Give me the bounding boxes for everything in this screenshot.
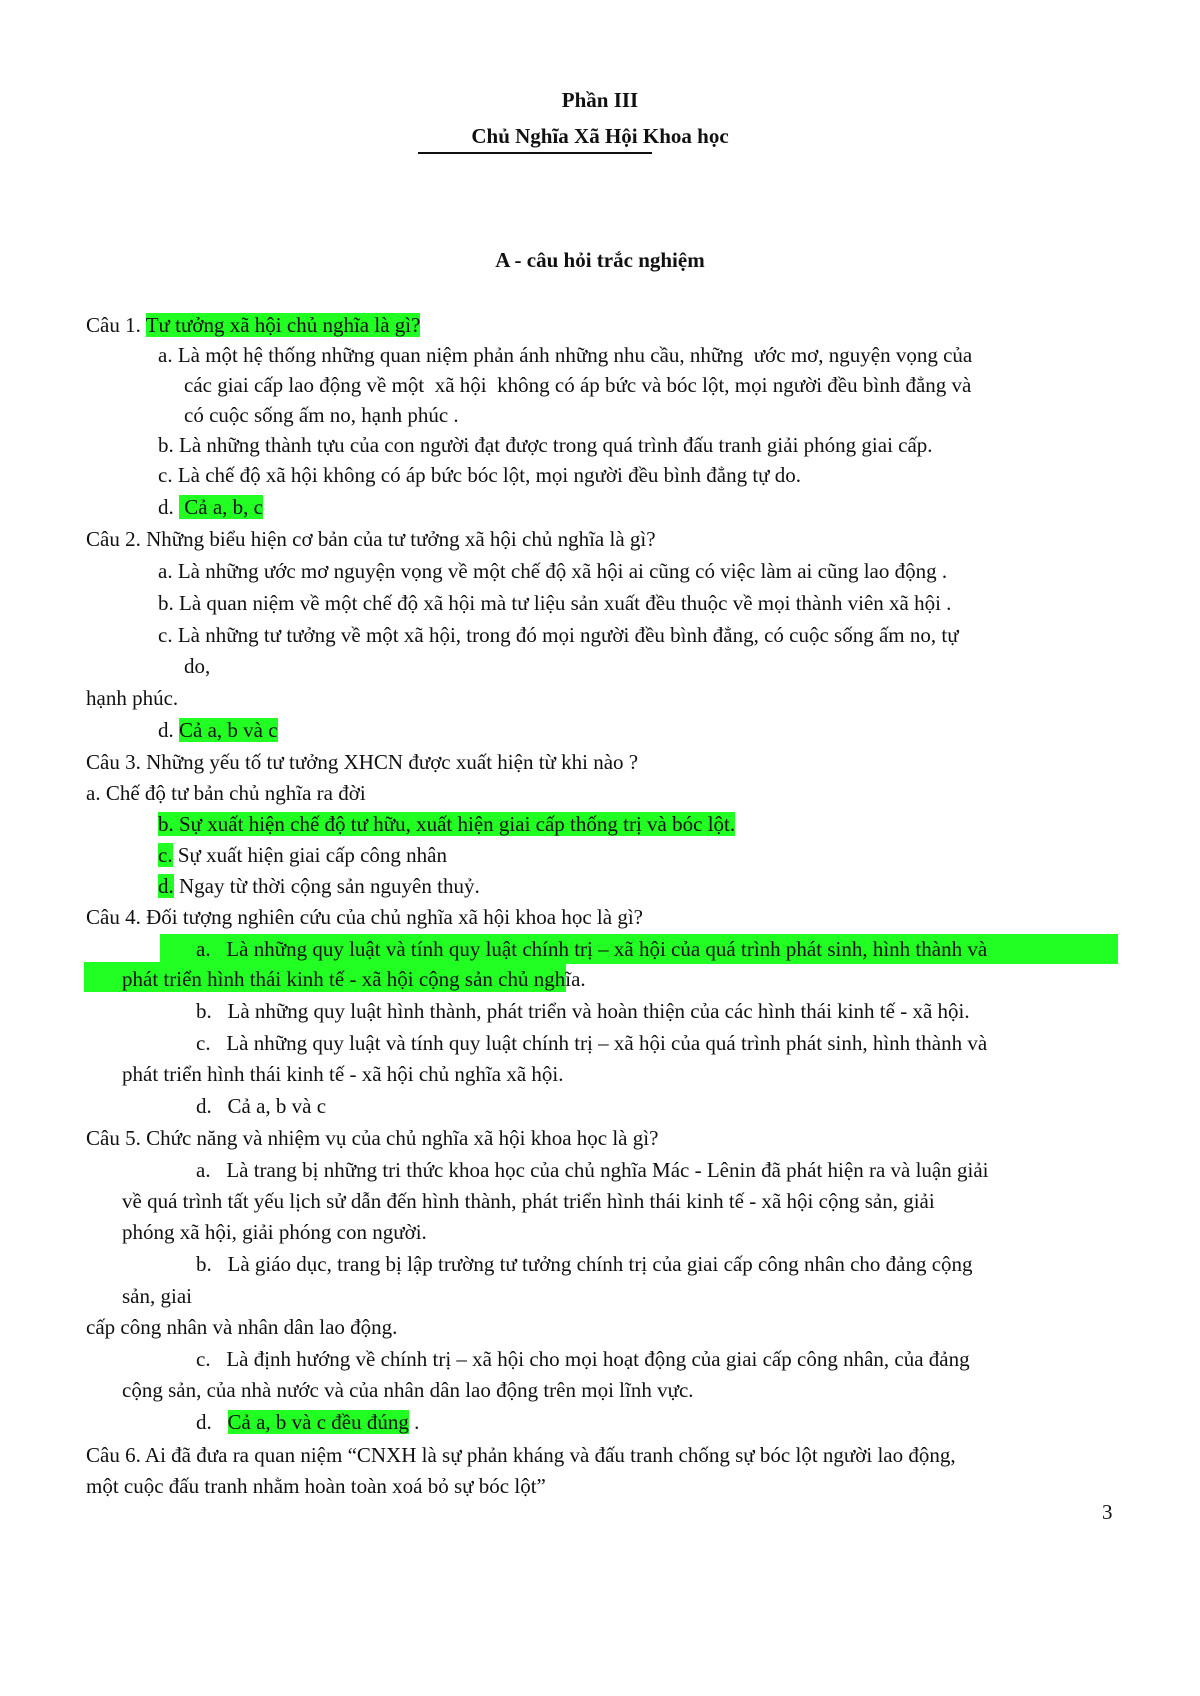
q4-option-a-line-2-rest: hủ nghĩa. bbox=[507, 967, 586, 991]
q4-option-c-line-1: c. Là những quy luật và tính quy luật chính trị – xã hội của quá trình phát sinh, hình thành và bbox=[196, 1031, 988, 1055]
q4-option-a-line-1: a. Là những quy luật và tính quy luật chính trị – xã hội của quá trình phát sinh, hình thành và bbox=[196, 937, 988, 961]
q1-option-a-line-2: các giai cấp lao động về một xã hội không có áp bức và bóc lột, mọi người đều bình đẳng và bbox=[184, 373, 972, 397]
q3-option-a: a. Chế độ tư bản chủ nghĩa ra đời bbox=[86, 781, 366, 805]
q4-option-b: b. Là những quy luật hình thành, phát triển và hoàn thiện của các hình thái kinh tế - xã hội. bbox=[196, 999, 970, 1023]
q3-option-c-text: Sự xuất hiện giai cấp công nhân bbox=[172, 843, 447, 867]
q4-option-a-line-2 bbox=[122, 964, 586, 994]
q5-option-a-line-2: về quá trình tất yếu lịch sử dẫn đến hình thành, phát triển hình thái kinh tế - xã hội cộng sản, giải bbox=[122, 1189, 935, 1213]
q5-option-d bbox=[196, 1407, 419, 1437]
question-4: Câu 4. Đối tượng nghiên cứu của chủ nghĩa xã hội khoa học là gì? bbox=[86, 905, 643, 929]
q1-option-d-answer: Cả a, b, c bbox=[179, 495, 263, 519]
q5-option-b-line-1: b. Là giáo dục, trang bị lập trường tư tưởng chính trị của giai cấp công nhân cho đảng cộng bbox=[196, 1252, 973, 1276]
question-1 bbox=[86, 310, 420, 340]
q1-option-a-line-1: a. Là một hệ thống những quan niệm phản ánh những nhu cầu, những ước mơ, nguyện vọng của bbox=[158, 343, 973, 367]
q2-option-d bbox=[158, 715, 278, 745]
part-heading: Phần III bbox=[561, 88, 639, 112]
q5-option-d-suffix: . bbox=[408, 1410, 420, 1434]
q1-option-d bbox=[158, 492, 263, 522]
q2-option-c-line-2: do, bbox=[184, 654, 211, 678]
q4-option-c-line-2: phát triển hình thái kinh tế - xã hội chủ nghĩa xã hội. bbox=[122, 1062, 564, 1086]
q3-option-b bbox=[158, 809, 735, 839]
q2-option-d-answer: Cả a, b và c bbox=[179, 718, 278, 742]
q3-option-d-text: Ngay từ thời cộng sản nguyên thuỷ. bbox=[173, 874, 480, 898]
question-1-prefix: Câu 1. bbox=[86, 313, 146, 337]
question-6-line-1: Câu 6. Ai đã đưa ra quan niệm “CNXH là sự phản kháng và đấu tranh chống sự bóc lột người lao động, bbox=[86, 1443, 956, 1467]
question-3: Câu 3. Những yếu tố tư tưởng XHCN được xuất hiện từ khi nào ? bbox=[86, 750, 639, 774]
section-title: A - câu hỏi trắc nghiệm bbox=[495, 248, 705, 272]
page-number: 3 bbox=[1102, 1500, 1113, 1524]
q4-option-a-line-2-highlighted: phát triển hình thái kinh tế - xã hội cộng sản c bbox=[122, 967, 508, 991]
q1-option-a-line-3: có cuộc sống ấm no, hạnh phúc . bbox=[184, 403, 459, 427]
q1-option-c: c. Là chế độ xã hội không có áp bức bóc lột, mọi người đều bình đẳng tự do. bbox=[158, 463, 802, 487]
q3-option-d-letter: d. bbox=[158, 874, 174, 898]
q5-option-b-line-2: sản, giai bbox=[122, 1284, 192, 1308]
q5-option-d-answer: Cả a, b và c đều đúng bbox=[227, 1410, 409, 1434]
question-6-line-2: một cuộc đấu tranh nhằm hoàn toàn xoá bỏ sự bóc lột” bbox=[86, 1474, 546, 1498]
q1-option-d-prefix: d. bbox=[158, 495, 179, 519]
q5-option-a-line-3: phóng xã hội, giải phóng con người. bbox=[122, 1220, 427, 1244]
q5-option-c-line-1: c. Là định hướng về chính trị – xã hội cho mọi hoạt động của giai cấp công nhân, của đảng bbox=[196, 1347, 970, 1371]
q5-option-d-prefix: d. bbox=[196, 1410, 228, 1434]
q3-option-c bbox=[158, 840, 447, 870]
question-1-text: Tư tưởng xã hội chủ nghĩa là gì? bbox=[145, 313, 421, 337]
q2-option-c-line-3: hạnh phúc. bbox=[86, 686, 179, 710]
q3-option-c-letter: c. bbox=[158, 843, 173, 867]
title-underline bbox=[418, 152, 652, 154]
q2-option-c-line-1: c. Là những tư tưởng về một xã hội, trong đó mọi người đều bình đẳng, có cuộc sống ấm no, tự bbox=[158, 623, 959, 647]
q2-option-a: a. Là những ước mơ nguyện vọng về một chế độ xã hội ai cũng có việc làm ai cũng lao động . bbox=[158, 559, 948, 583]
q2-option-b: b. Là quan niệm về một chế độ xã hội mà tư liệu sản xuất đều thuộc về mọi thành viên xã hội . bbox=[158, 591, 952, 615]
q3-option-b-answer: b. Sự xuất hiện chế độ tư hữu, xuất hiện giai cấp thống trị và bóc lột. bbox=[158, 812, 736, 836]
q5-option-c-line-2: cộng sản, của nhà nước và của nhân dân lao động trên mọi lĩnh vực. bbox=[122, 1378, 694, 1402]
chapter-title: Chủ Nghĩa Xã Hội Khoa học bbox=[471, 124, 729, 148]
q5-option-a-line-1: a. Là trang bị những tri thức khoa học của chủ nghĩa Mác - Lênin đã phát hiện ra và luận giải bbox=[196, 1158, 989, 1182]
q5-option-b-line-3: cấp công nhân và nhân dân lao động. bbox=[86, 1315, 398, 1339]
q4-option-d: d. Cả a, b và c bbox=[196, 1094, 327, 1118]
question-5: Câu 5. Chức năng và nhiệm vụ của chủ nghĩa xã hội khoa học là gì? bbox=[86, 1126, 659, 1150]
q1-option-b: b. Là những thành tựu của con người đạt được trong quá trình đấu tranh giải phóng giai cấp. bbox=[158, 433, 933, 457]
q3-option-d bbox=[158, 871, 480, 901]
q2-option-d-prefix: d. bbox=[158, 718, 179, 742]
question-2: Câu 2. Những biểu hiện cơ bản của tư tưởng xã hội chủ nghĩa là gì? bbox=[86, 527, 656, 551]
